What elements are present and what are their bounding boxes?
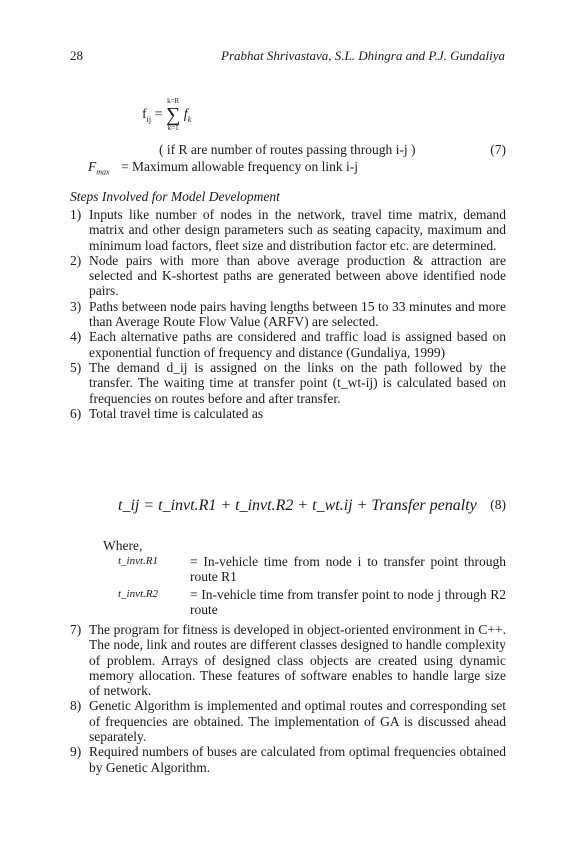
definition-symbol: t_invt.R1 <box>118 555 159 567</box>
definition-symbol: t_invt.R2 <box>118 588 159 600</box>
list-item: 1) Inputs like number of nodes in the network, travel time matrix, demand matrix and other design parameters such as seating capacity, maximum and minimum load factors, fleet size and distribution factor etc. are determined. <box>70 207 506 253</box>
page-number: 28 <box>70 48 83 63</box>
summation <box>166 98 180 132</box>
section-heading: Steps Involved for Model Development <box>70 189 280 204</box>
equation-8-number: (8) <box>490 497 506 512</box>
eq7-lhs: $f_{ij}$ <box>142 107 152 125</box>
definition-text: = In-vehicle time from node i to transfer point through route R1 <box>190 554 506 585</box>
eq7-equals: = <box>154 107 163 123</box>
equation-7 <box>142 98 191 132</box>
list-item: 9) Required numbers of buses are calculated from optimal frequencies obtained by Genetic Algorithm. <box>70 744 506 775</box>
fmax-symbol: $F_{max}$ <box>88 159 110 177</box>
list-item: 7) The program for fitness is developed in object-oriented environment in C++. The node, link and routes are different classes designed to handle complexity of problem. Arrays of designed class objects are created using dynamic memory allocation. These features of software enables to handle large size of network. <box>70 622 506 699</box>
sigma-symbol: ∑ <box>166 104 181 126</box>
list-item: 6) Total travel time is calculated as <box>70 405 264 421</box>
definition-text: = In-vehicle time from transfer point to node j through R2 route <box>190 587 506 618</box>
steps-list-bottom <box>70 622 506 775</box>
where-label: Where, <box>103 538 143 553</box>
equation-8: t_ij = t_invt.R1 + t_invt.R2 + t_wt.ij + Transfer penalty <box>118 497 477 514</box>
sum-upper-limit: k=R <box>167 97 180 105</box>
eq7-term: $f_k$ <box>183 107 192 125</box>
running-head: Prabhat Shrivastava, S.L. Dhingra and P.J. Gundaliya <box>221 48 505 63</box>
list-item: 3) Paths between node pairs having lengths between 15 to 33 minutes and more than Average Route Flow Value (ARFV) are selected. <box>70 298 506 330</box>
fmax-definition <box>88 159 358 177</box>
list-item: 4) Each alternative paths are considered and traffic load is assigned based on exponential function of frequency and distance (Gundaliya, 1999) <box>70 329 506 360</box>
list-item: 2) Node pairs with more than above average production & attraction are selected and K-shortest paths are generated between above identified node pairs. <box>70 252 506 299</box>
list-item: 5) The demand d_ij is assigned on the links on the path followed by the transfer. The waiting time at transfer point (t_wt-ij) is calculated based on frequencies on routes before and after transfer. <box>70 359 506 406</box>
equation-7-note: ( if R are number of routes passing through i-j ) <box>159 142 416 157</box>
sum-lower-limit: k=1 <box>167 124 179 132</box>
fmax-text: = Maximum allowable frequency on link i-j <box>120 159 359 174</box>
steps-list-top <box>70 207 506 421</box>
equation-7-number: (7) <box>490 142 506 157</box>
list-item: 8) Genetic Algorithm is implemented and optimal routes and corresponding set of frequencies are obtained. The implementation of GA is discussed ahead separately. <box>70 698 506 745</box>
